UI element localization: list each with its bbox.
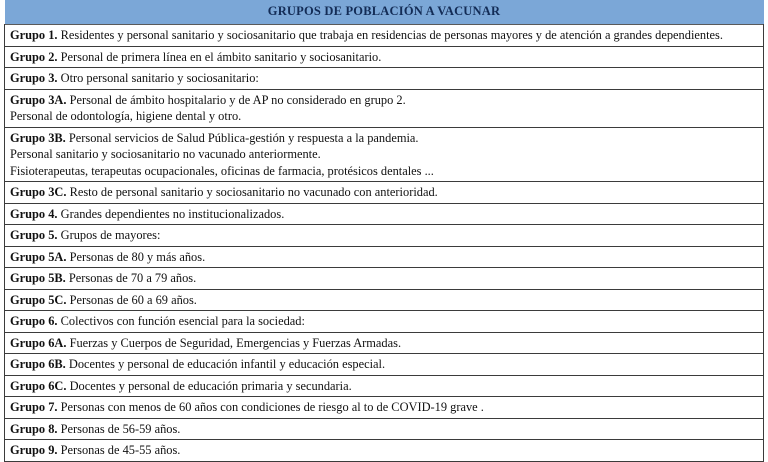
group-line [10, 421, 762, 438]
table-row [5, 418, 764, 440]
group-cell [5, 127, 764, 182]
group-label: Grupo 5C. [10, 292, 67, 307]
table-row [5, 354, 764, 376]
group-label: Grupo 8. [10, 421, 58, 436]
group-description: Personal sanitario y sociosanitario no vacunado anteriormente. [10, 147, 321, 161]
group-description: Residentes y personal sanitario y sociosanitario que trabaja en residencias de personas mayores y de atención a grandes dependientes. [60, 28, 723, 42]
group-description: Grupos de mayores: [60, 228, 161, 242]
table-row [5, 332, 764, 354]
group-line [10, 399, 762, 416]
group-line [10, 292, 762, 309]
group-label: Grupo 1. [10, 28, 58, 42]
group-cell [5, 246, 764, 268]
group-description: Docentes y personal de educación infantil y educación especial. [68, 357, 386, 371]
group-description: Personas de 45-55 años. [60, 443, 181, 457]
table-row [5, 268, 764, 290]
group-line [10, 49, 762, 66]
table-row [5, 289, 764, 311]
table-row [5, 440, 764, 462]
group-description: Personas de 56-59 años. [60, 421, 181, 436]
group-label: Grupo 3C. [10, 185, 67, 199]
group-cell [5, 311, 764, 333]
group-label: Grupo 6B. [10, 357, 66, 371]
group-line [10, 108, 762, 125]
group-line [10, 206, 762, 223]
group-line [10, 92, 762, 109]
group-label: Grupo 9. [10, 443, 58, 457]
table-header-row [5, 0, 764, 25]
group-cell [5, 225, 764, 247]
group-cell [5, 68, 764, 90]
group-cell [5, 268, 764, 290]
table-row [5, 127, 764, 182]
group-description: Personal servicios de Salud Pública-gestión y respuesta a la pandemia. [68, 130, 419, 145]
group-description: Fuerzas y Cuerpos de Seguridad, Emergencias y Fuerzas Armadas. [69, 335, 402, 350]
table-header [5, 0, 764, 25]
group-cell [5, 354, 764, 376]
group-cell [5, 397, 764, 419]
group-label: Grupo 7. [10, 400, 58, 414]
group-cell [5, 289, 764, 311]
group-cell [5, 418, 764, 440]
group-description: Otro personal sanitario y sociosanitario: [60, 71, 259, 85]
group-cell [5, 182, 764, 204]
vaccination-groups-table-wrapper [4, 0, 764, 462]
table-row [5, 375, 764, 397]
table-row [5, 89, 764, 127]
table-row [5, 25, 764, 47]
group-line [10, 313, 762, 330]
group-line [10, 130, 762, 147]
table-row [5, 203, 764, 225]
group-label: Grupo 4. [10, 206, 58, 221]
group-label: Grupo 5. [10, 228, 58, 242]
group-description: Personas de 60 a 69 años. [69, 292, 197, 307]
group-label: Grupo 5A. [10, 249, 67, 264]
group-line [10, 378, 762, 395]
table-row [5, 311, 764, 333]
group-description: Fisioterapeutas, terapeutas ocupacionales, oficinas de farmacia, protésicos dentales ... [10, 163, 434, 178]
group-description: Docentes y personal de educación primaria y secundaria. [69, 378, 352, 393]
table-row [5, 182, 764, 204]
group-description: Personas de 80 y más años. [69, 249, 206, 264]
group-label: Grupo 3. [10, 71, 58, 85]
group-cell [5, 375, 764, 397]
table-row [5, 68, 764, 90]
group-description: Personal de primera línea en el ámbito sanitario y sociosanitario. [60, 49, 382, 64]
group-label: Grupo 3A. [10, 92, 67, 107]
group-line [10, 227, 762, 244]
group-cell [5, 46, 764, 68]
group-cell [5, 332, 764, 354]
group-cell [5, 440, 764, 462]
group-label: Grupo 6. [10, 314, 58, 328]
table-row [5, 46, 764, 68]
group-description: Colectivos con función esencial para la sociedad: [60, 314, 305, 328]
group-description: Personas con menos de 60 años con condiciones de riesgo al to de COVID-19 grave . [60, 400, 484, 414]
vaccination-groups-table [4, 0, 764, 462]
group-cell [5, 203, 764, 225]
table-title: GRUPOS DE POBLACIÓN A VACUNAR [5, 0, 764, 25]
table-row [5, 397, 764, 419]
group-description: Resto de personal sanitario y sociosanitario no vacunado con anterioridad. [69, 185, 438, 199]
group-label: Grupo 2. [10, 49, 58, 64]
group-label: Grupo 5B. [10, 271, 66, 285]
group-line [10, 184, 762, 201]
group-line [10, 146, 762, 163]
group-description: Personal de ámbito hospitalario y de AP no considerado en grupo 2. [69, 92, 406, 107]
group-line [10, 442, 762, 459]
group-label: Grupo 6C. [10, 378, 67, 393]
group-line [10, 335, 762, 352]
group-line [10, 270, 762, 287]
group-line [10, 163, 762, 180]
group-label: Grupo 6A. [10, 335, 67, 350]
group-description: Personal de odontología, higiene dental y otro. [10, 109, 242, 123]
group-line [10, 27, 762, 44]
group-line [10, 70, 762, 87]
group-line [10, 249, 762, 266]
group-label: Grupo 3B. [10, 130, 66, 145]
group-cell [5, 25, 764, 47]
group-cell [5, 89, 764, 127]
group-line [10, 356, 762, 373]
group-description: Grandes dependientes no institucionalizados. [60, 206, 285, 221]
table-body [5, 25, 764, 462]
group-description: Personas de 70 a 79 años. [68, 271, 197, 285]
table-row [5, 225, 764, 247]
table-row [5, 246, 764, 268]
